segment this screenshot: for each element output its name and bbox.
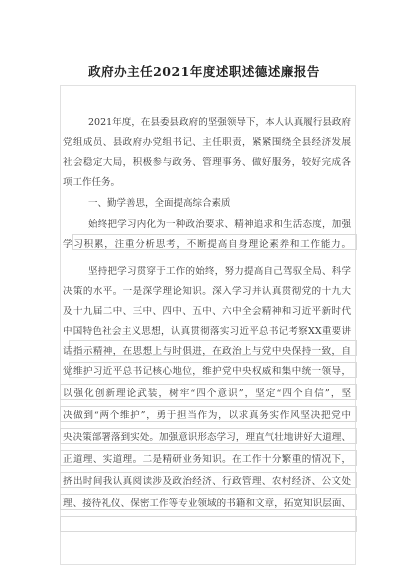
- body-line: 话指示精神，在思想上与时俱进，在政治上与党中央保持一致，自: [63, 346, 351, 357]
- line-highlight-box: [60, 516, 357, 532]
- body-line: 项工作任务。: [63, 177, 121, 188]
- body-line: 坚持把学习贯穿于工作的始终，努力提高自己驾驭全局、科学: [88, 266, 351, 277]
- body-line: 决策的水平。一是深学理论知识。深入学习并认真贯彻党的十九大: [63, 286, 351, 297]
- section-heading: 一、勤学善思，全面提高综合素质: [88, 198, 231, 209]
- body-line: 及十九届二中、三中、四中、五中、六中全会精神和习近平新时代: [63, 306, 351, 317]
- body-line: 觉维护习近平总书记核心地位，维护党中央权威和集中统一领导，: [63, 366, 351, 377]
- body-line: 决做到“两个维护”，勇于担当作为，以求真务实作风坚决把党中: [63, 410, 351, 421]
- body-line: 以强化创新理论武装，树牢“四个意识”，坚定“四个自信”，坚: [63, 388, 351, 399]
- body-line: 中国特色社会主义思想，认真贯彻落实习近平总书记考察XX重要讲: [63, 326, 351, 337]
- body-line: 正道理、实道理。二是精研业务知识。在工作十分繁重的情况下，: [63, 454, 351, 465]
- body-line: 学习积累，注重分析思考，不断提高自身理论素养和工作能力。: [63, 239, 351, 250]
- body-line: 社会稳定大局，积极参与政务、管理事务、做好服务，较好完成各: [63, 157, 351, 168]
- body-line: 党组成员、县政府办党组书记、主任职责，紧紧围绕全县经济发展: [63, 137, 351, 148]
- body-line: 2021年度，在县委县政府的坚强领导下，本人认真履行县政府: [88, 117, 351, 128]
- body-line: 始终把学习内化为一种政治要求、精神追求和生活态度，加强: [88, 219, 351, 230]
- body-line: 理、接待礼仪、保密工作等专业领域的书籍和文章，拓宽知识层面、: [63, 498, 351, 509]
- body-line: 央决策部署落到实处。加强意识形态学习，理直气壮地讲好大道理、: [63, 432, 351, 443]
- document-title: 政府办主任2021年度述职述德述廉报告: [88, 64, 320, 79]
- body-line: 挤出时间我认真阅读涉及政治经济、行政管理、农村经济、公文处: [63, 476, 351, 487]
